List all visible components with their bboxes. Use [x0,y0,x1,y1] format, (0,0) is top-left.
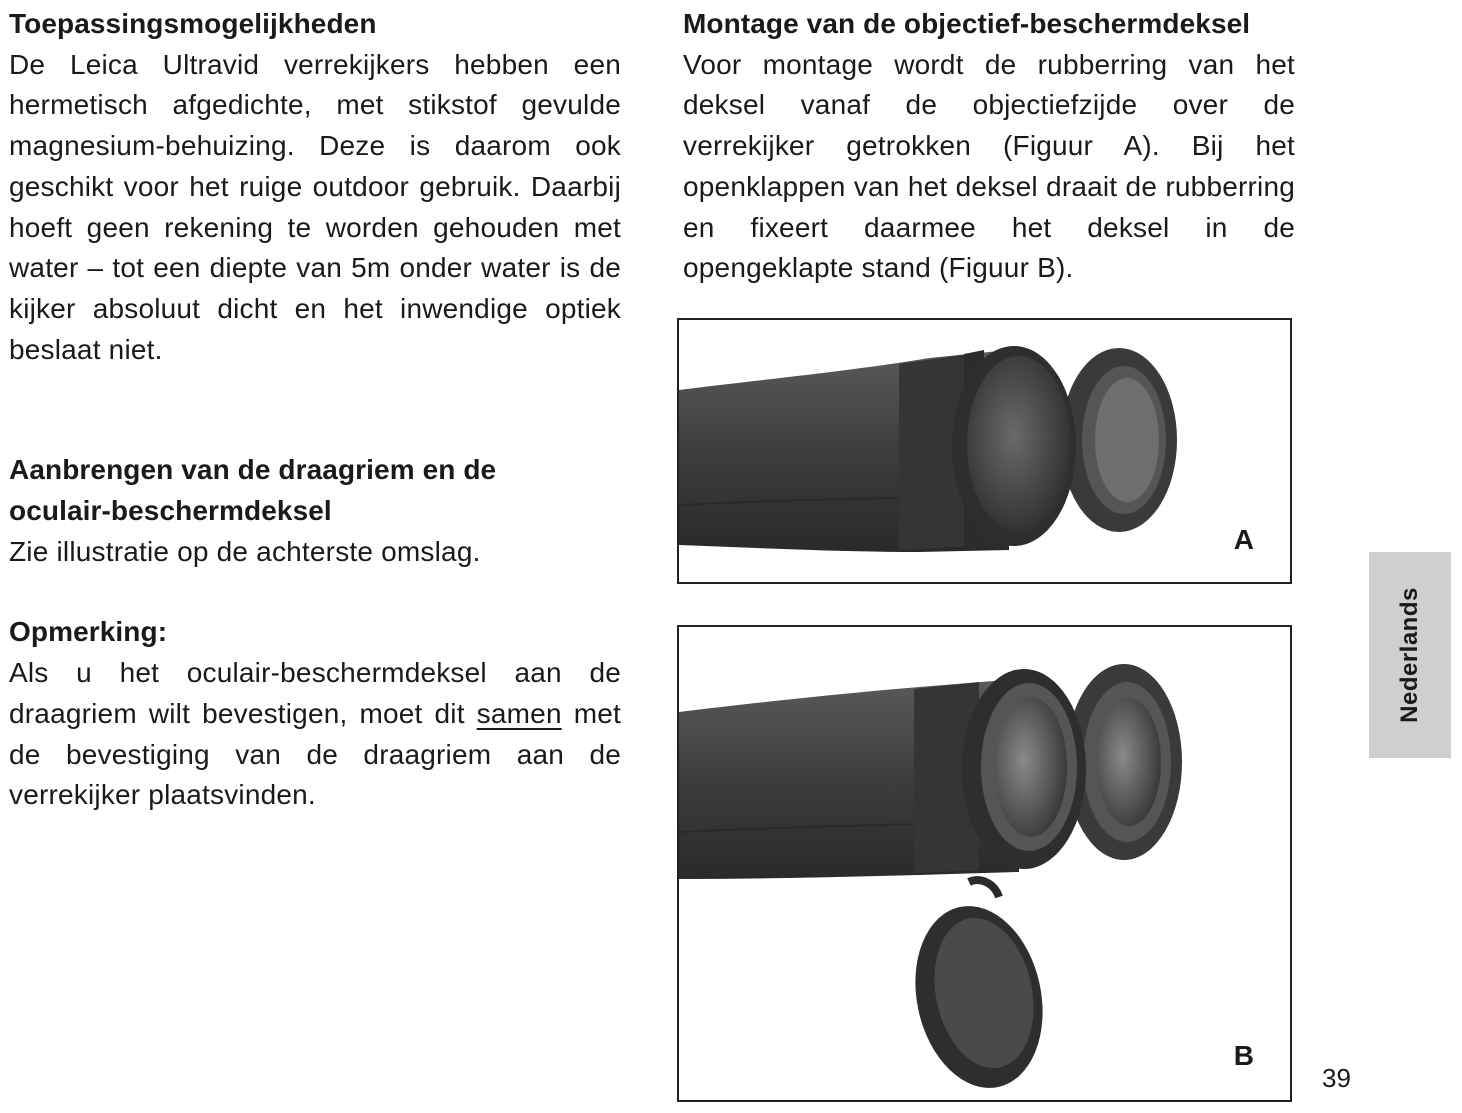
section-body-strap: Zie illustratie op de achterste omslag. [9,535,481,567]
section-heading-lens-cap: Montage van de objectief-beschermdeksel [683,8,1251,39]
section-body-lens-cap: Voor montage wordt de rubberring van het deksel vanaf de objectiefzijde over de verrekijker getrokken (Figuur A). Bij het openklappen van het deksel draait de rubberring en fixeert daarmee het deksel in de opengeklapte stand (Figuur B). [683,48,1295,284]
page-number: 39 [1322,1063,1351,1093]
left-column [9,4,621,816]
note-body-part2: met de bevestiging van de draagriem aan de verrekijker plaatsvinden. [9,697,621,811]
section-body-applications: De Leica Ultravid verrekijkers hebben een hermetisch afgedichte, met stikstof gevulde magnesium-behuizing. Deze is daarom ook geschikt voor het ruige outdoor gebruik. Daarbij hoeft geen rekening te worden gehouden met water – tot een diepte van 5m onder water is de kijker absoluut dicht en het inwendige optiek beslaat niet. [9,48,621,365]
language-tab-label: Nederlands [1396,587,1423,723]
figure-a-label: A [1233,524,1254,555]
section-heading-strap-line2: oculair-beschermdeksel [9,495,332,527]
note-body-underlined: samen [476,697,562,729]
binocular-cap-closed-illustration [679,320,1290,582]
section-heading-applications: Toepassingsmogelijkheden [9,8,377,39]
section-heading-strap-line1: Aanbrengen van de draagriem en de [9,454,497,486]
note-heading: Opmerking: [9,616,168,648]
figure-a [677,318,1292,584]
figure-b-label: B [1233,1040,1254,1071]
language-tab [1369,552,1451,758]
binocular-cap-open-illustration [679,627,1290,1100]
note-body-part1: Als u het oculair-beschermdeksel aan de draagriem wilt bevestigen, moet dit [9,657,621,729]
figure-b [677,625,1292,1102]
right-column [683,4,1295,289]
section-heading-strap [9,450,621,531]
note-body [9,653,621,816]
